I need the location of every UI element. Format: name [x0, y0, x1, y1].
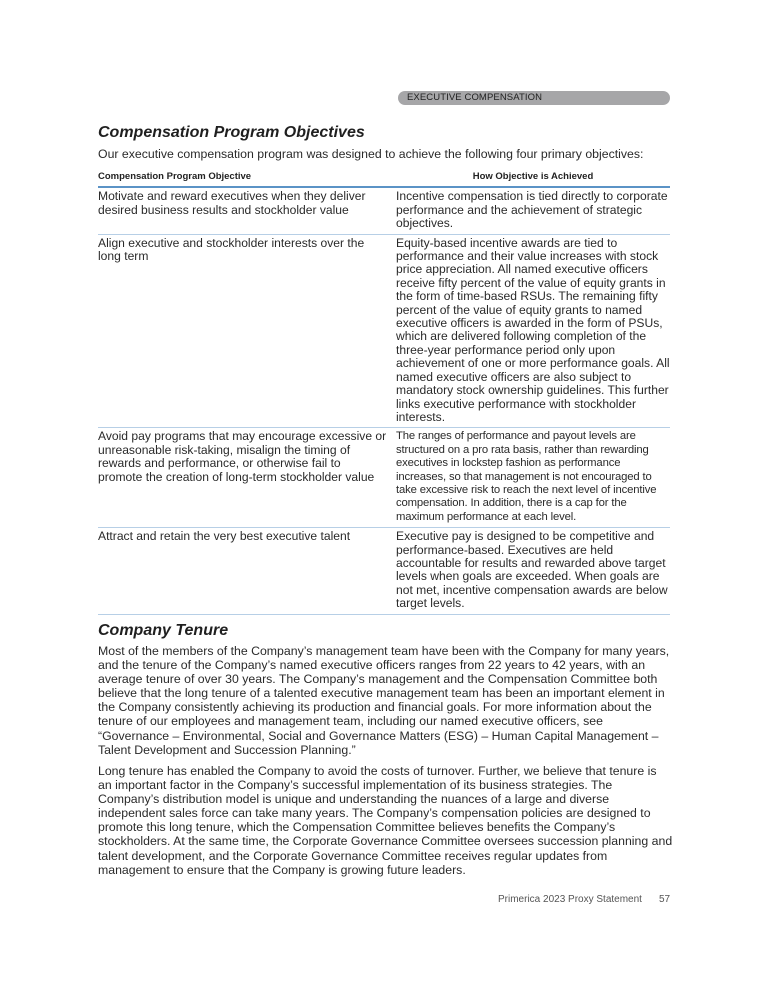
objectives-table [98, 170, 670, 615]
objective-cell: Align executive and stockholder interests over the long term [98, 234, 396, 428]
section-title-objectives: Compensation Program Objectives [98, 124, 365, 141]
objectives-intro: Our executive compensation program was designed to achieve the following four primary objectives: [98, 147, 644, 161]
section-title-tenure: Company Tenure [98, 622, 229, 639]
table-row [98, 234, 670, 428]
objective-cell: Attract and retain the very best executive talent [98, 528, 396, 614]
table-row [98, 428, 670, 528]
column-header-how: How Objective is Achieved [396, 170, 670, 187]
section-tab: EXECUTIVE COMPENSATION [398, 91, 670, 105]
how-cell: Executive pay is designed to be competitive and performance-based. Executives are held accountable for results and rewarded above target levels when goals are exceeded. When goals are not met, incentive compensation awards are below target levels. [396, 528, 670, 614]
how-cell: The ranges of performance and payout levels are structured on a pro rata basis, rather than rewarding executives in lockstep fashion as performance increases, so that management is not encouraged to take excessive risk to reach the next level of incentive compensation. In addition, there is a cap for the maximum performance at each level. [396, 428, 670, 528]
objective-cell: Motivate and reward executives when they deliver desired business results and stockholder value [98, 187, 396, 234]
how-cell: Incentive compensation is tied directly to corporate performance and the achievement of strategic objectives. [396, 187, 670, 234]
footer-publication: Primerica 2023 Proxy Statement [498, 894, 642, 905]
footer-page-number: 57 [659, 894, 671, 905]
objective-cell: Avoid pay programs that may encourage excessive or unreasonable risk-taking, misalign the timing of rewards and performance, or otherwise fail to promote the creation of long-term stockholder value [98, 428, 396, 528]
how-cell: Equity-based incentive awards are tied to performance and their value increases with stock price appreciation. All named executive officers receive fifty percent of the value of equity grants in the form of time-based RSUs. The remaining fifty percent of the value of equity grants to named executive officers is awarded in the form of PSUs, which are delivered following completion of the three-year performance period only upon achievement of one or more performance goals. All named executive officers are also subject to mandatory stock ownership guidelines. This further links executive performance with stockholder interests. [396, 234, 670, 428]
column-header-objective: Compensation Program Objective [98, 170, 396, 187]
tenure-paragraph: Most of the members of the Company’s management team have been with the Company for many years, and the tenure of the Company’s named executive officers ranges from 22 years to 42 years, with an average tenure of over 30 years. The Company’s management and the Compensation Committee both believe that the long tenure of a talented executive management team has been an important element in the Company consistently achieving its production and financial goals. For more information about the tenure of our employees and management team, including our named executive officers, see “Governance – Environmental, Social and Governance Matters (ESG) – Human Capital Management – Talent Development and Succession Planning.” [98, 644, 670, 757]
table-header-row [98, 170, 670, 187]
table-row [98, 528, 670, 614]
table-row [98, 187, 670, 234]
tenure-paragraph: Long tenure has enabled the Company to avoid the costs of turnover. Further, we believe that tenure is an important factor in the Company’s successful implementation of its business strategies. The Company’s distribution model is unique and understanding the nuances of a large and diverse independent sales force can take many years. The Company’s compensation policies are designed to promote this long tenure, which the Compensation Committee believes benefits the Company’s stockholders. At the same time, the Corporate Governance Committee oversees succession planning and talent development, and the Corporate Governance Committee receives regular updates from management to ensure that the Company is growing future leaders. [98, 764, 673, 877]
